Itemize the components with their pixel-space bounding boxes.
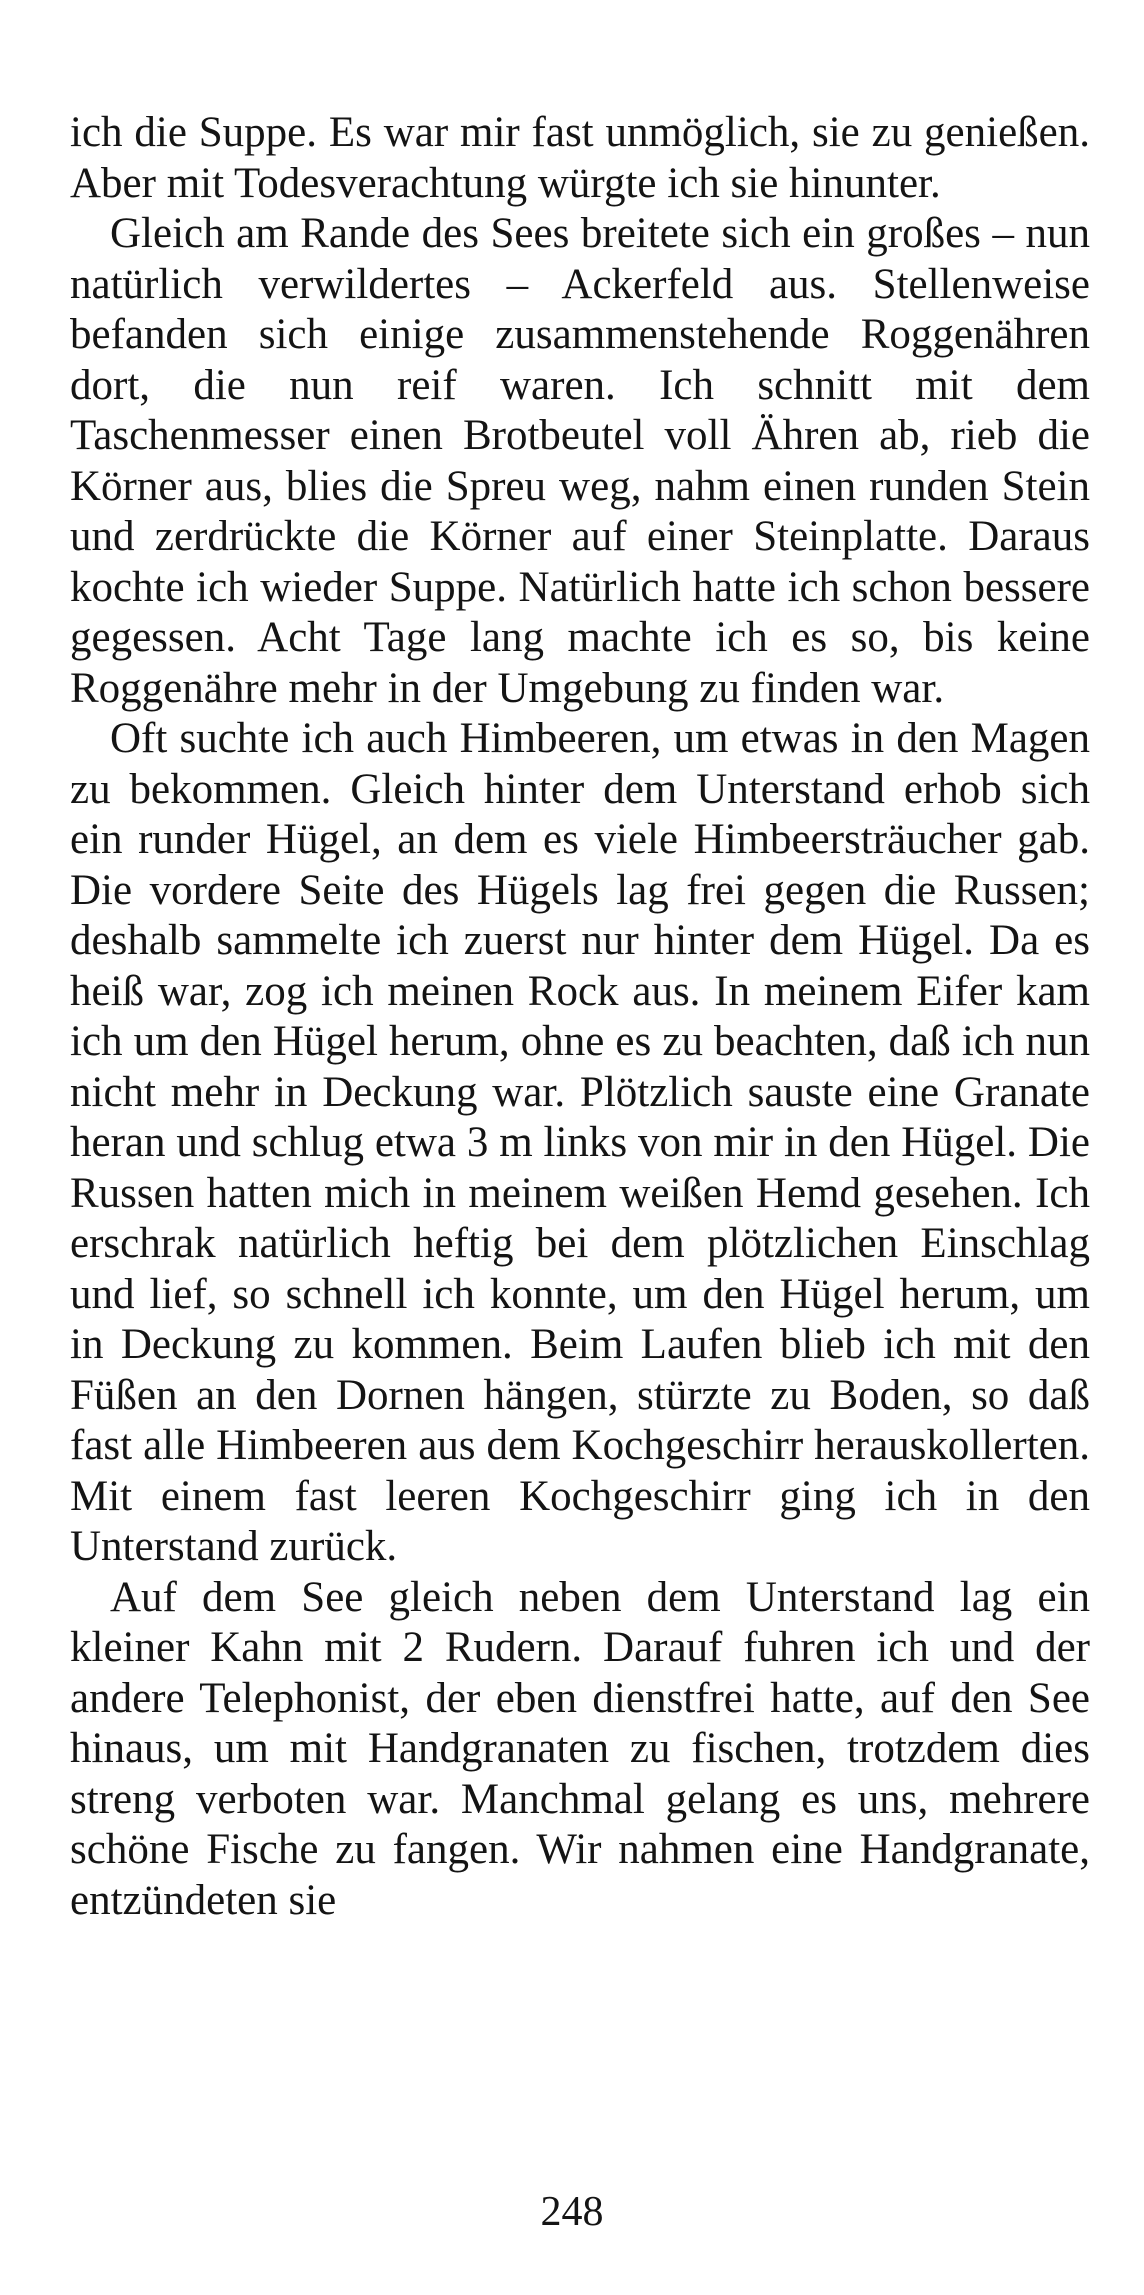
page-number: 248 xyxy=(540,2189,604,2235)
body-text xyxy=(70,108,1090,1926)
paragraph-2: Gleich am Rande des Sees breitete sich ein großes – nun natürlich verwildertes – Ackerfeld aus. Stellenweise befanden sich einige zusammenstehende Roggenähren dort, die nun reif waren. Ich schnitt mit dem Taschenmesser einen Brotbeutel voll Ähren ab, rieb die Körner aus, blies die Spreu weg, nahm einen runden Stein und zerdrückte die Körner auf einer Steinplatte. Daraus kochte ich wieder Suppe. Natürlich hatte ich schon bessere gegessen. Acht Tage lang machte ich es so, bis keine Roggenähre mehr in der Umgebung zu finden war. xyxy=(70,210,1090,712)
paragraph-1: ich die Suppe. Es war mir fast unmöglich, sie zu genießen. Aber mit Todesverachtung würgte ich sie hinunter. xyxy=(70,109,1090,207)
paragraph-3: Oft suchte ich auch Himbeeren, um etwas in den Magen zu bekommen. Gleich hinter dem Unterstand erhob sich ein runder Hügel, an dem es viele Himbeersträucher gab. Die vordere Seite des Hügels lag frei gegen die Russen; deshalb sammelte ich zuerst nur hinter dem Hügel. Da es heiß war, zog ich meinen Rock aus. In meinem Eifer kam ich um den Hügel herum, ohne es zu beachten, daß ich nun nicht mehr in Deckung war. Plötzlich sauste eine Granate heran und schlug etwa 3 m links von mir in den Hügel. Die Russen hatten mich in meinem weißen Hemd gesehen. Ich erschrak natürlich heftig bei dem plötzlichen Einschlag und lief, so schnell ich konnte, um den Hügel herum, um in Deckung zu kommen. Beim Laufen blieb ich mit den Füßen an den Dornen hängen, stürzte zu Boden, so daß fast alle Himbeeren aus dem Kochgeschirr herauskollerten. Mit einem fast leeren Kochgeschirr ging ich in den Unterstand zurück. xyxy=(70,715,1090,1570)
paragraph-4: Auf dem See gleich neben dem Unterstand lag ein kleiner Kahn mit 2 Rudern. Darauf fuhren ich und der andere Telephonist, der eben dienstfrei hatte, auf den See hinaus, um mit Handgranaten zu fischen, trotzdem dies streng verboten war. Manchmal gelang es uns, mehrere schöne Fische zu fangen. Wir nahmen eine Handgranate, entzündeten sie xyxy=(70,1573,1090,1924)
